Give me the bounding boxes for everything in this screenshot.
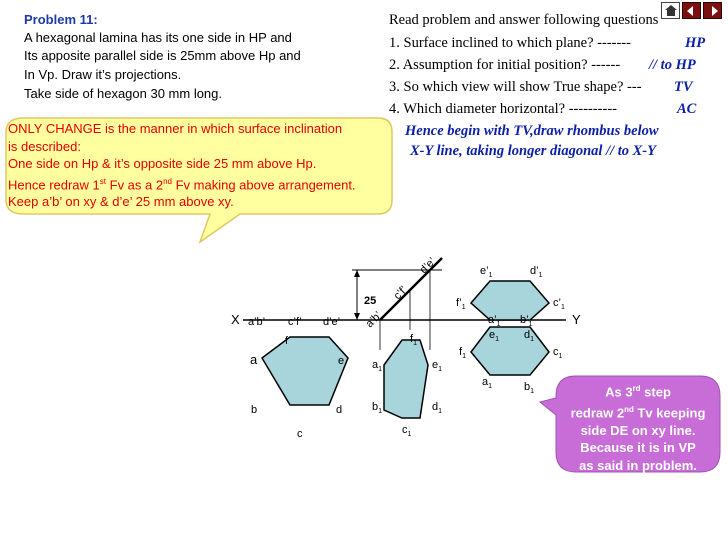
tv2-label-c: $c_1$ [402, 424, 412, 438]
fv3-label-c: $c’_1$ [553, 297, 565, 311]
hence-line-2: X-Y line, taking longer diagonal // to X-Y [410, 143, 656, 159]
question-4-text: 4. Which diameter horizontal? ---------- [389, 101, 617, 117]
problem-line-4: Take side of hexagon 30 mm long. [24, 86, 223, 101]
fv3-label-b: $b’_1$ [520, 314, 533, 328]
problem-line-1: A hexagonal lamina has its one side in HP and [24, 30, 292, 45]
hexagon-fv3 [471, 281, 549, 320]
hex1-label-c: c [297, 428, 303, 440]
callout-line-1: ONLY CHANGE is the manner in which surface inclination [8, 121, 343, 136]
question-2-text: 2. Assumption for initial position? ------ [389, 57, 621, 73]
question-3-text: 3. So which view will show True shape? --- [389, 79, 642, 95]
fv2-label-cf: c’f’ [391, 283, 410, 303]
tv3-label-c: $c_1$ [553, 346, 563, 360]
hexagon-true-shape [262, 337, 348, 405]
answer-4: AC [677, 101, 697, 117]
fv2-label-de: d’e’ [417, 255, 439, 277]
dimension-arrow-top [354, 270, 360, 277]
fv3-label-a: $a’_1$ [488, 314, 501, 328]
tv3-label-f: $f_1$ [459, 346, 466, 360]
tv3-label-b: $b_1$ [524, 381, 535, 395]
tv2-label-b: $b_1$ [372, 401, 383, 415]
tv3-label-a: $a_1$ [482, 376, 493, 390]
dimension-arrow-bottom [354, 313, 360, 320]
question-1-text: 1. Surface inclined to which plane? ------- [389, 35, 631, 51]
callout-line-5: Keep a’b’ on xy & d’e’ 25 mm above xy. [8, 194, 234, 210]
fv1-label-cf: c’f’ [288, 316, 302, 328]
hex1-label-f: f [285, 335, 289, 347]
problem-title: Problem 11: [24, 12, 98, 27]
hex1-label-e: e [338, 355, 345, 367]
tv2-label-d: $d_1$ [432, 401, 443, 415]
problem-line-2: Its apposite parallel side is 25mm above Hp and [24, 48, 301, 63]
callout-text [8, 120, 393, 211]
hexagon-tv3 [471, 327, 549, 375]
tv2-label-e: $e_1$ [432, 359, 443, 373]
callout-line-3: One side on Hp & it’s opposite side 25 mm above Hp. [8, 156, 317, 171]
step-note-line-3: side DE on xy line. [580, 422, 696, 438]
questions-title: Read problem and answer following questions [389, 12, 659, 28]
fv3-label-f: $f’_1$ [456, 297, 466, 311]
hexagon-tv2 [384, 340, 428, 418]
step-note-text [558, 380, 718, 474]
callout-line-4: Hence redraw 1st Fv as a 2nd Fv making above arrangement. [8, 176, 356, 192]
fv1-label-ab: a’b’ [248, 316, 266, 328]
answer-2: // to HP [649, 57, 696, 73]
x-label: X [231, 312, 240, 327]
tv2-label-f: $f_1$ [410, 333, 417, 347]
step-note-line-1: As 3rd step [605, 384, 671, 400]
hex1-label-b: b [251, 404, 258, 416]
step-note-line-5: as said in problem. [579, 457, 697, 473]
hence-line-1: Hence begin with TV,draw rhombus below [405, 123, 659, 139]
step-note-line-4: Because it is in VP [580, 440, 696, 456]
fv1-label-de: d’e’ [323, 316, 341, 328]
answer-1: HP [685, 35, 706, 51]
answer-3: TV [674, 79, 693, 95]
tv3-label-e: $e_1$ [489, 329, 500, 343]
hex1-label-a: a [250, 352, 258, 367]
tv3-label-d: $d_1$ [524, 329, 535, 343]
y-label: Y [572, 312, 581, 327]
fv3-label-d: $d’_1$ [530, 265, 543, 279]
step-note-line-2: redraw 2nd Tv keeping [570, 404, 706, 421]
dimension-label: 25 [364, 295, 377, 307]
problem-line-3: In Vp. Draw it’s projections. [24, 67, 182, 82]
fv3-label-e: $e’_1$ [480, 265, 493, 279]
callout-line-2: is described: [8, 138, 81, 154]
tv2-label-a: $a_1$ [372, 359, 383, 373]
hex1-label-d: d [336, 404, 343, 416]
fv2-label-ab: a’b’ [363, 309, 385, 331]
